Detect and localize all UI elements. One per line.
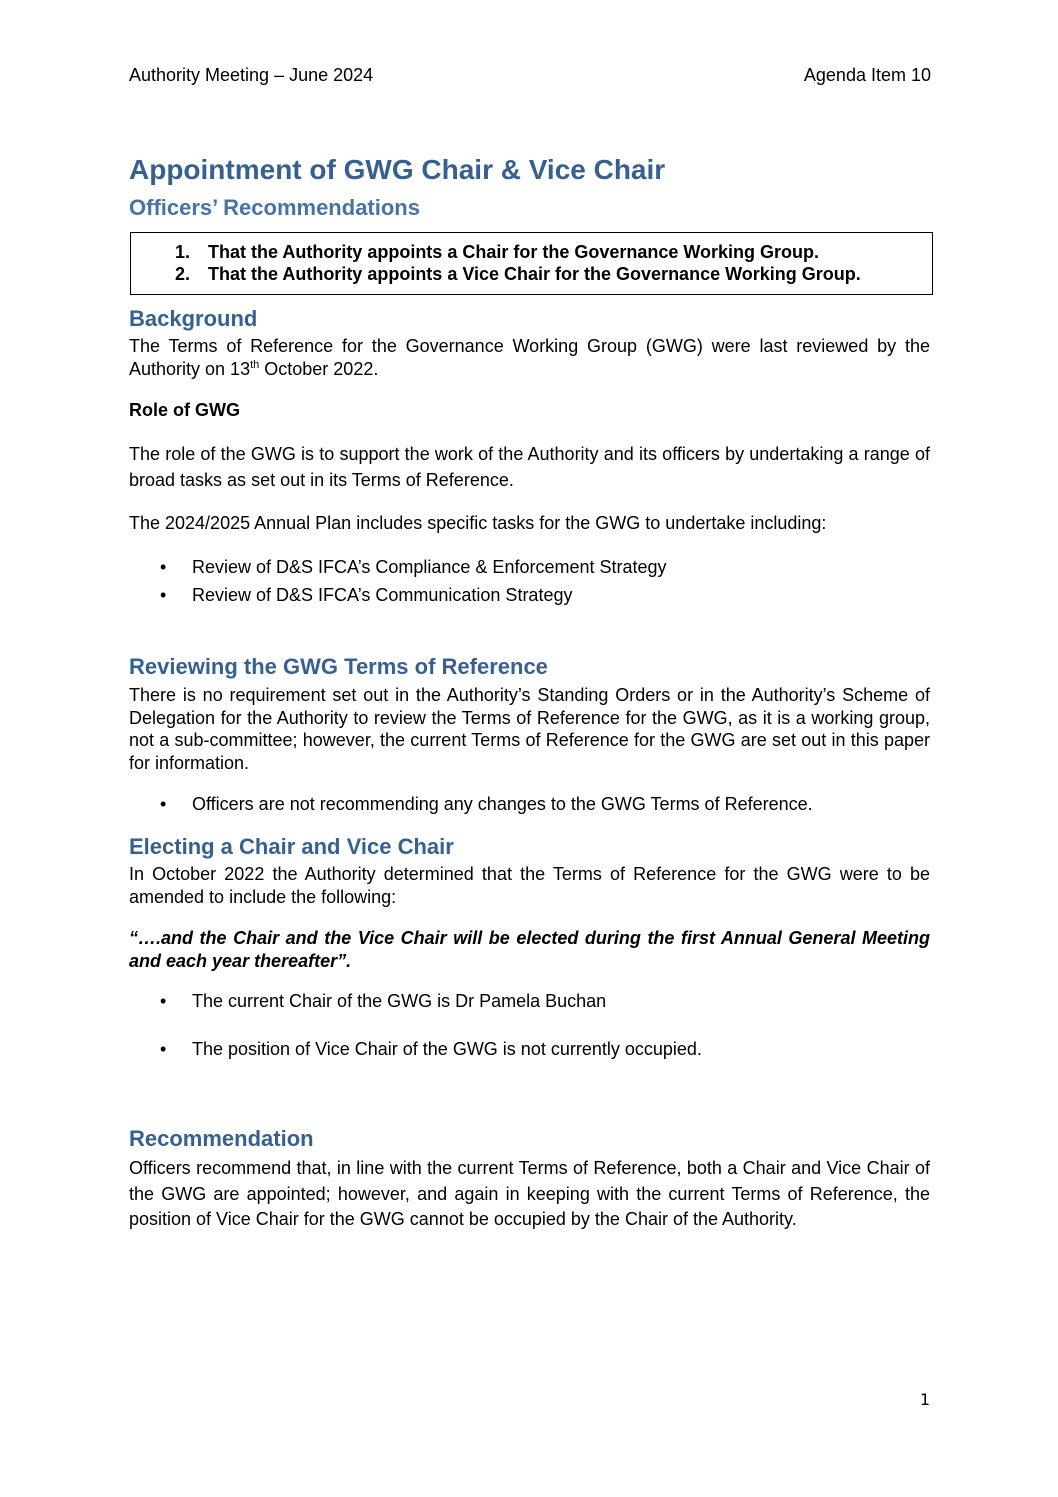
header-meeting: Authority Meeting – June 2024	[129, 65, 374, 85]
recommendation-paragraph: Officers recommend that, in line with the current Terms of Reference, both a Chair and Vice Chair of the GWG are appointed; however, and again in keeping with the current Terms of Reference, the position of Vice Chair for the GWG cannot be occupied by the Chair of the Authority.	[129, 1158, 930, 1230]
header-agenda-item: Agenda Item 10	[803, 65, 931, 85]
background-heading: Background	[129, 306, 258, 331]
recommendation-text: That the Authority appoints a Chair for the Governance Working Group.	[208, 242, 820, 262]
annual-plan-paragraph: The 2024/2025 Annual Plan includes specific tasks for the GWG to undertake including:	[129, 513, 827, 533]
recommendation-number: 1.	[175, 242, 191, 262]
bullet-icon: •	[160, 991, 167, 1011]
recommendation-heading: Recommendation	[129, 1126, 314, 1151]
reviewing-heading: Reviewing the GWG Terms of Reference	[129, 654, 548, 679]
reviewing-paragraph: There is no requirement set out in the Authority’s Standing Orders or in the Authority’s Scheme of Delegation for the Authority to review the Terms of Reference for the GWG, as it is a working group, not a sub-committee; however, the current Terms of Reference for the GWG are set out in this paper for information.	[129, 685, 930, 773]
bullet-icon: •	[160, 585, 167, 605]
bullet-icon: •	[160, 1039, 167, 1059]
terms-quote: “….and the Chair and the Vice Chair will be elected during the first Annual General Meeting and each year thereafter”.	[129, 928, 930, 971]
recommendations-box	[130, 232, 933, 295]
recommendations-heading: Officers’ Recommendations	[129, 195, 420, 220]
page-number: 1	[919, 1390, 930, 1409]
background-paragraph: The Terms of Reference for the Governance Working Group (GWG) were last reviewed by the Authority on 13th October 2022.	[129, 336, 930, 379]
role-paragraph: The role of the GWG is to support the work of the Authority and its officers by undertaking a range of broad tasks as set out in its Terms of Reference.	[129, 444, 930, 490]
bullet-icon: •	[160, 794, 167, 814]
page-title: Appointment of GWG Chair & Vice Chair	[129, 154, 666, 185]
electing-paragraph: In October 2022 the Authority determined that the Terms of Reference for the GWG were to be amended to include the following:	[129, 864, 930, 907]
recommendation-number: 2.	[175, 264, 191, 284]
role-heading: Role of GWG	[129, 400, 240, 420]
electing-heading: Electing a Chair and Vice Chair	[129, 834, 454, 859]
recommendation-text: That the Authority appoints a Vice Chair for the Governance Working Group.	[208, 264, 861, 284]
bullet-icon: •	[160, 557, 167, 577]
